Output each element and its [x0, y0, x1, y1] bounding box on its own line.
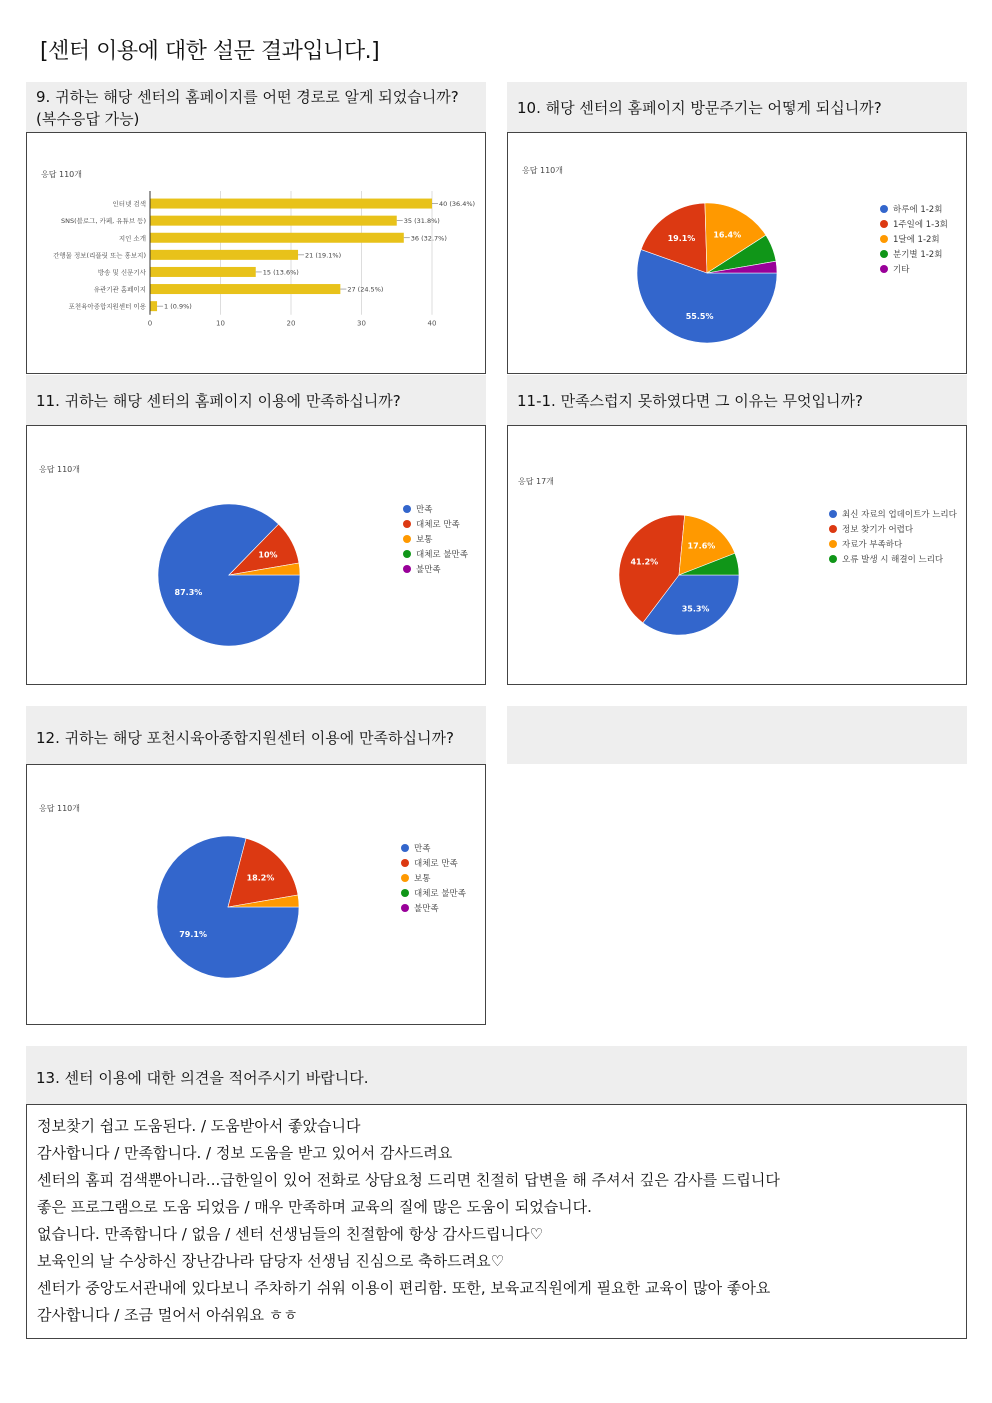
q11-legend-label: 보통 — [416, 534, 433, 545]
q12-legend-dot — [401, 844, 409, 852]
q9-bar — [150, 250, 298, 260]
q11-1-question — [507, 375, 967, 425]
q11-legend-label: 대체로 만족 — [416, 519, 460, 530]
q12-legend-label: 대체로 불만족 — [414, 888, 466, 899]
q12-legend-item — [401, 855, 466, 870]
q11-1-legend — [829, 506, 957, 566]
q10-legend-dot — [880, 220, 888, 228]
q9-xtick-label: 20 — [286, 319, 296, 328]
q11-legend-dot — [403, 535, 411, 543]
q9-question-line1: 9. 귀하는 해당 센터의 홈페이지를 어떤 경로로 알게 되었습니까? — [36, 88, 459, 106]
q10-legend-item — [880, 246, 948, 261]
q11-1-legend-dot — [829, 555, 837, 563]
q11-1-slice-label: 17.6% — [687, 541, 716, 551]
q11-legend — [403, 501, 468, 576]
q9-response-count: 응답 110개 — [41, 170, 82, 179]
q13-comment: 좋은 프로그램으로 도움 되었음 / 매우 만족하며 교육의 질에 많은 도움이 되었습니다. — [37, 1198, 592, 1216]
empty-panel — [507, 706, 967, 764]
q10-legend-dot — [880, 205, 888, 213]
q9-value-label: 27 (24.5%) — [347, 285, 384, 294]
q10-slice-label: 16.4% — [713, 230, 742, 240]
q11-1-legend-item — [829, 521, 957, 536]
q11-response-count: 응답 110개 — [39, 465, 80, 474]
q13-comment: 감사합니다 / 만족합니다. / 정보 도움을 받고 있어서 감사드려요 — [37, 1144, 453, 1162]
q11-1-question-text: 11-1. 만족스럽지 못하였다면 그 이유는 무엇입니까? — [517, 392, 863, 410]
q9-category-label: 유관기관 홈페이지 — [93, 285, 146, 294]
q12-legend-label: 보통 — [414, 873, 431, 884]
q9-bar — [150, 267, 256, 277]
q9-question-line2: (복수응답 가능) — [36, 110, 140, 128]
q9-bar — [150, 301, 157, 311]
q10-slice-label: 19.1% — [667, 233, 696, 243]
q10-slice-label: 55.5% — [685, 311, 714, 321]
q13-comment: 정보찾기 쉽고 도움된다. / 도움받아서 좋았습니다 — [37, 1117, 361, 1135]
q9-value-label: 40 (36.4%) — [439, 200, 476, 209]
document-title: [센터 이용에 대한 설문 결과입니다.] — [40, 39, 380, 64]
q12-slice-label: 18.2% — [246, 873, 275, 883]
q11-1-legend-dot — [829, 525, 837, 533]
q9-category-label: 포천육아종합지원센터 이용 — [68, 302, 146, 311]
q12-legend-dot — [401, 859, 409, 867]
q12-question-text: 12. 귀하는 해당 포천시육아종합지원센터 이용에 만족하십니까? — [36, 729, 454, 747]
q11-1-response-count: 응답 17개 — [518, 477, 554, 486]
q9-bar — [150, 233, 404, 243]
q10-legend-dot — [880, 235, 888, 243]
q12-legend-item — [401, 870, 466, 885]
q9-xtick-label: 10 — [216, 319, 225, 328]
q11-legend-dot — [403, 505, 411, 513]
q11-slice-label: 87.3% — [174, 588, 203, 598]
q12-panel — [26, 706, 486, 1025]
q10-legend-label: 1달에 1-2회 — [893, 234, 940, 245]
q10-legend-item — [880, 231, 948, 246]
q12-slice-label: 79.1% — [179, 929, 208, 939]
q9-xtick-label: 30 — [357, 319, 366, 328]
q12-legend-label: 만족 — [414, 843, 431, 854]
q9-value-label: 15 (13.6%) — [262, 268, 299, 277]
q12-legend-label: 대체로 만족 — [414, 858, 458, 869]
q12-legend-item — [401, 840, 466, 855]
q11-legend-label: 불만족 — [416, 564, 441, 575]
q12-chart-box — [26, 764, 486, 1025]
q13-comment: 감사합니다 / 조금 멀어서 아쉬워요 ㅎㅎ — [37, 1306, 298, 1324]
q13-comment: 보육인의 날 수상하신 장난감나라 담당자 선생님 진심으로 축하드려요♡ — [37, 1252, 505, 1270]
q11-1-legend-label: 자료가 부족하다 — [842, 539, 903, 550]
q12-legend-dot — [401, 904, 409, 912]
q12-legend-item — [401, 885, 466, 900]
q9-bar — [150, 216, 397, 226]
q10-legend-label: 분기별 1-2회 — [893, 249, 943, 260]
q9-question — [26, 82, 486, 132]
q11-legend-item — [403, 561, 468, 576]
q9-xtick-label: 40 — [427, 319, 437, 328]
q11-legend-dot — [403, 520, 411, 528]
q12-question — [26, 706, 486, 764]
q11-1-legend-item — [829, 551, 957, 566]
q13-question — [26, 1046, 967, 1104]
q11-legend-item — [403, 546, 468, 561]
q10-legend-dot — [880, 265, 888, 273]
q11-question-text: 11. 귀하는 해당 센터의 홈페이지 이용에 만족하십니까? — [36, 392, 401, 410]
q10-legend — [880, 201, 948, 276]
q12-legend-item — [401, 900, 466, 915]
q11-1-legend-label: 최신 자료의 업데이트가 느리다 — [842, 509, 957, 520]
q11-1-slice-label: 41.2% — [630, 557, 659, 567]
q10-panel — [507, 82, 967, 374]
q11-1-legend-label: 정보 찾기가 어렵다 — [842, 524, 914, 535]
q9-bar — [150, 199, 432, 209]
q13-comment: 없습니다. 만족합니다 / 없음 / 센터 선생님들의 친절함에 항상 감사드립니다♡ — [37, 1225, 543, 1243]
q11-1-legend-dot — [829, 540, 837, 548]
q11-legend-label: 대체로 불만족 — [416, 549, 468, 560]
q11-chart-box — [26, 425, 486, 685]
q13-comment: 센터가 중앙도서관내에 있다보니 주차하기 쉬워 이용이 편리함. 또한, 보육교직원에게 필요한 교육이 많아 좋아요 — [37, 1279, 771, 1297]
q12-legend — [401, 840, 466, 915]
q13-question-text: 13. 센터 이용에 대한 의견을 적어주시기 바랍니다. — [36, 1069, 369, 1087]
q11-legend-item — [403, 531, 468, 546]
q9-value-label: 21 (19.1%) — [305, 251, 342, 260]
q12-legend-label: 불만족 — [414, 903, 439, 914]
q9-category-label: 방송 및 신문기사 — [97, 268, 146, 277]
q11-1-legend-item — [829, 536, 957, 551]
q9-category-label: SNS(블로그, 카페, 유튜브 등) — [60, 217, 146, 226]
q10-question-text: 10. 해당 센터의 홈페이지 방문주기는 어떻게 되십니까? — [517, 99, 882, 117]
q11-1-legend-item — [829, 506, 957, 521]
q10-chart-box — [507, 132, 967, 374]
q9-chart-box — [26, 132, 486, 374]
q13-panel — [26, 1046, 967, 1339]
q13-comment: 센터의 홈피 검색뿐아니라...급한일이 있어 전화로 상담요청 드리면 친절히 답변을 해 주셔서 깊은 감사를 드립니다 — [37, 1171, 780, 1189]
q11-legend-label: 만족 — [416, 504, 433, 515]
q11-1-legend-dot — [829, 510, 837, 518]
q11-1-panel — [507, 375, 967, 685]
q9-value-label: 35 (31.8%) — [403, 217, 440, 226]
q10-legend-item — [880, 216, 948, 231]
q11-question — [26, 375, 486, 425]
q10-question — [507, 82, 967, 132]
q11-1-legend-label: 오류 발생 시 해결이 느리다 — [842, 554, 944, 565]
q10-legend-item — [880, 261, 948, 276]
q11-slice-label: 10% — [258, 550, 278, 560]
q9-category-label: 인터넷 검색 — [112, 200, 146, 209]
q9-value-label: 36 (32.7%) — [410, 234, 447, 243]
q11-legend-dot — [403, 550, 411, 558]
q10-response-count: 응답 110개 — [522, 166, 563, 175]
q12-legend-dot — [401, 874, 409, 882]
q10-legend-label: 1주일에 1-3회 — [893, 219, 948, 230]
q10-legend-item — [880, 201, 948, 216]
q9-category-label: 지인 소개 — [118, 234, 146, 243]
q13-comments-box — [26, 1104, 967, 1339]
q11-legend-item — [403, 501, 468, 516]
q12-response-count: 응답 110개 — [39, 804, 80, 813]
q9-value-label: 1 (0.9%) — [164, 302, 192, 311]
q9-bar — [150, 284, 340, 294]
q9-category-label: 간행물 정보(리플릿 또는 홍보지) — [53, 251, 146, 260]
q9-bar-chart — [27, 133, 485, 373]
q11-legend-dot — [403, 565, 411, 573]
q10-legend-dot — [880, 250, 888, 258]
q10-legend-label: 하루에 1-2회 — [893, 204, 943, 215]
q11-1-slice-label: 35.3% — [681, 604, 710, 614]
q11-panel — [26, 375, 486, 685]
q12-legend-dot — [401, 889, 409, 897]
q9-panel — [26, 82, 486, 374]
q11-1-chart-box — [507, 425, 967, 685]
q10-legend-label: 기타 — [893, 264, 910, 275]
q9-xtick-label: 0 — [147, 319, 153, 328]
q11-legend-item — [403, 516, 468, 531]
